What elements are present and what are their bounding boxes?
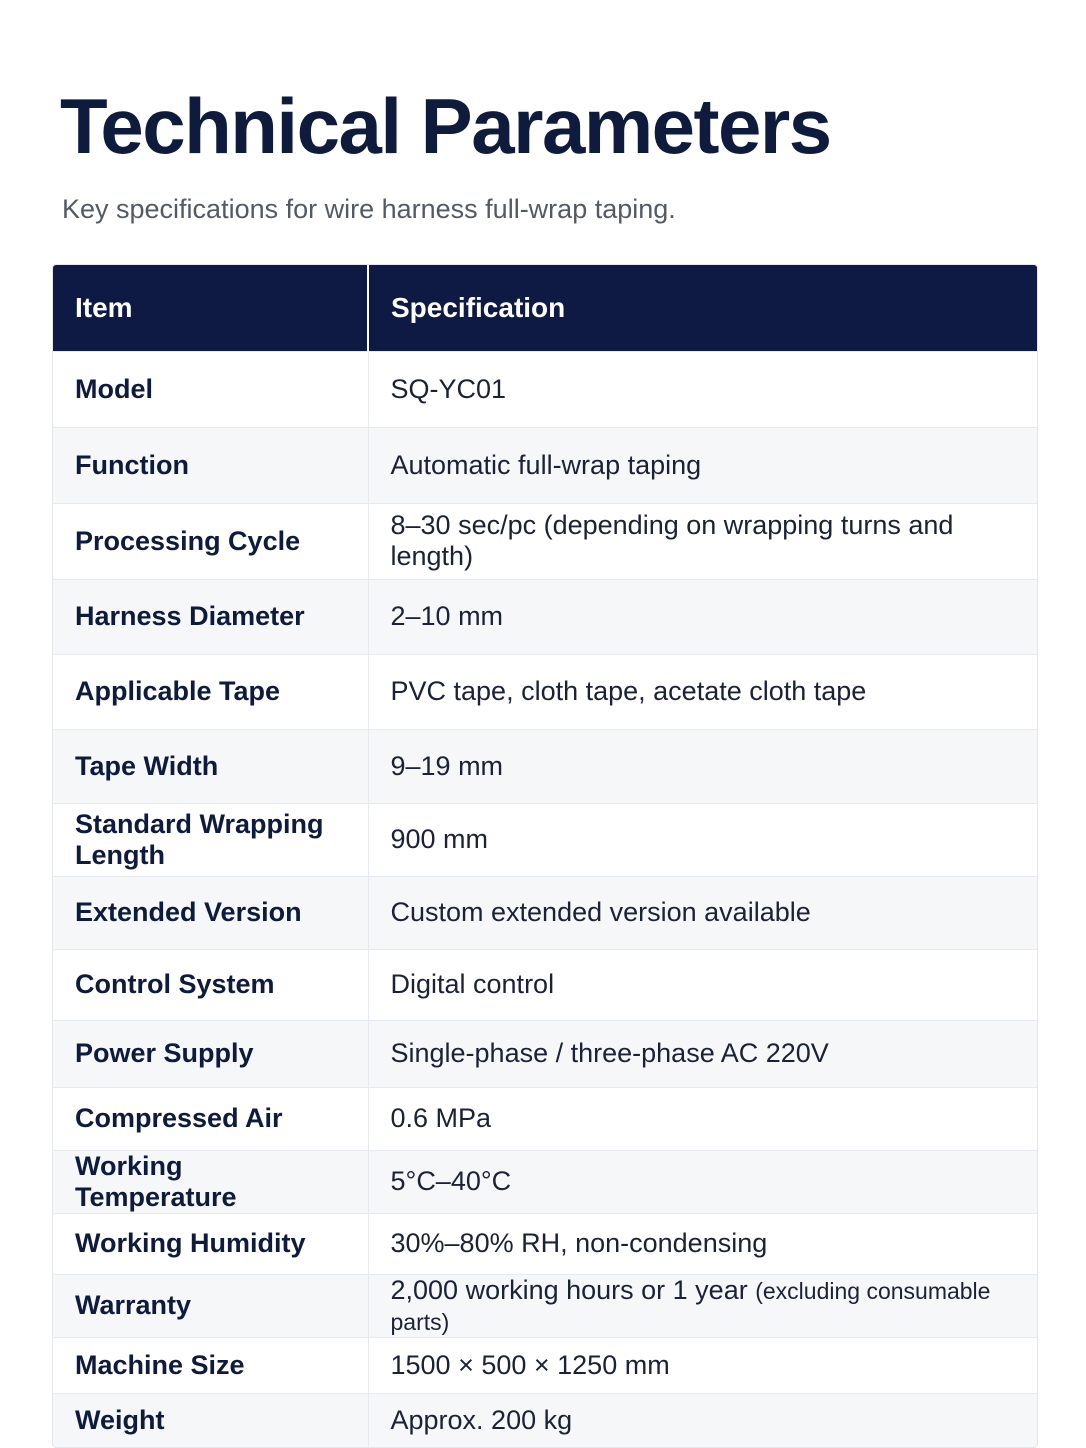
table-row: [53, 1087, 1037, 1150]
table-body: [53, 351, 1037, 1447]
spec-table-container: [52, 264, 1038, 1448]
row-spec-value: Automatic full-wrap taping: [368, 427, 1037, 503]
column-header-specification: Specification: [368, 265, 1037, 351]
column-header-item: Item: [75, 291, 133, 323]
header-row: [53, 265, 1037, 351]
row-spec-value: 900 mm: [368, 803, 1037, 876]
row-spec-value: [368, 1274, 1037, 1337]
row-spec-value: Single-phase / three-phase AC 220V: [368, 1020, 1037, 1087]
row-spec-value: Custom extended version available: [368, 876, 1037, 949]
page-title: Technical Parameters: [60, 82, 831, 170]
row-item-label: Standard Wrapping Length: [53, 803, 368, 876]
row-spec-value: 0.6 MPa: [368, 1087, 1037, 1150]
row-item-label: Model: [53, 351, 368, 427]
row-item-label: Harness Diameter: [53, 579, 368, 654]
row-spec-value: 8–30 sec/pc (depending on wrapping turns and length): [368, 503, 1037, 579]
table-row: [53, 876, 1037, 949]
row-item-label: Working Temperature: [53, 1150, 368, 1213]
row-spec-value: 5°C–40°C: [368, 1150, 1037, 1213]
table-row: [53, 729, 1037, 803]
table-row: [53, 351, 1037, 427]
row-spec-value: Digital control: [368, 949, 1037, 1020]
row-spec-main: 2,000 working hours or 1 year: [390, 1274, 748, 1305]
row-spec-value: 30%–80% RH, non-condensing: [368, 1213, 1037, 1274]
table-row: [53, 579, 1037, 654]
row-item-label: Warranty: [53, 1274, 368, 1337]
row-item-label: Applicable Tape: [53, 654, 368, 729]
row-spec-note: (excluding consumable parts): [390, 1277, 991, 1335]
spec-table: [53, 265, 1037, 1447]
table-row: [53, 1020, 1037, 1087]
page-subtitle: Key specifications for wire harness full-wrap taping.: [62, 194, 676, 224]
table-row: [53, 503, 1037, 579]
row-item-label: Weight: [53, 1393, 368, 1447]
table-header: [53, 265, 1037, 351]
row-item-label: Control System: [53, 949, 368, 1020]
table-row: [53, 803, 1037, 876]
row-spec-value: SQ-YC01: [368, 351, 1037, 427]
table-row: [53, 1393, 1037, 1447]
row-item-label: Tape Width: [53, 729, 368, 803]
row-spec-value: PVC tape, cloth tape, acetate cloth tape: [368, 654, 1037, 729]
row-item-label: Machine Size: [53, 1337, 368, 1393]
table-row: [53, 1213, 1037, 1274]
row-spec-value: 1500 × 500 × 1250 mm: [368, 1337, 1037, 1393]
table-row: [53, 1337, 1037, 1393]
row-item-label: Extended Version: [53, 876, 368, 949]
table-row: [53, 654, 1037, 729]
row-item-label: Processing Cycle: [53, 503, 368, 579]
row-item-label: Compressed Air: [53, 1087, 368, 1150]
table-row: [53, 949, 1037, 1020]
table-row: [53, 427, 1037, 503]
row-item-label: Power Supply: [53, 1020, 368, 1087]
table-row: [53, 1274, 1037, 1337]
row-item-label: Function: [53, 427, 368, 503]
row-spec-value: 2–10 mm: [368, 579, 1037, 654]
row-spec-value: Approx. 200 kg: [368, 1393, 1037, 1447]
row-spec-value: 9–19 mm: [368, 729, 1037, 803]
table-row: [53, 1150, 1037, 1213]
row-item-label: Working Humidity: [53, 1213, 368, 1274]
